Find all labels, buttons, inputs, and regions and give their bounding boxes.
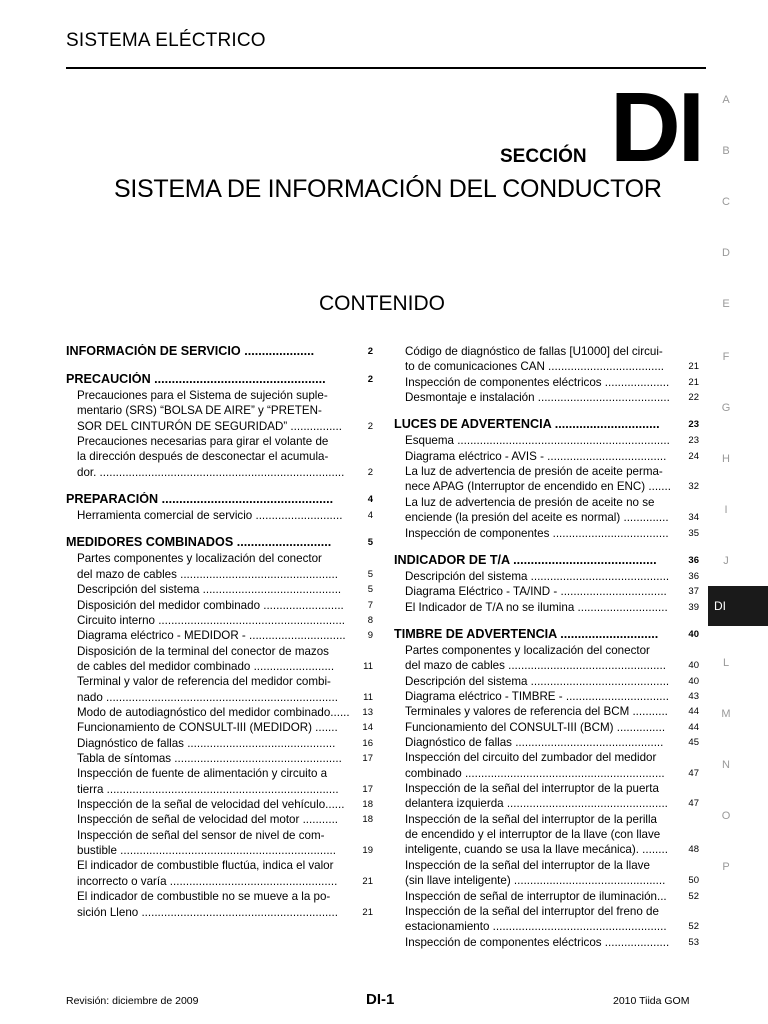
- toc-entry[interactable]: [394, 919, 699, 934]
- toc-page-number: 48: [687, 842, 699, 857]
- toc-entry-text: Inspección de la señal del interruptor de la puerta: [405, 782, 659, 796]
- toc-section-entry[interactable]: [66, 372, 373, 387]
- toc-entry[interactable]: [66, 613, 373, 628]
- toc-entry-text: Inspección de señal de velocidad del motor ...........: [77, 813, 339, 827]
- toc-entry: [66, 889, 373, 904]
- toc-entry[interactable]: [66, 419, 373, 434]
- toc-entry-text: Descripción del sistema ...........................................: [77, 583, 342, 597]
- seccion-label: SECCIÓN: [500, 146, 587, 167]
- active-section-tab[interactable]: DI: [708, 586, 768, 626]
- toc-page-number: 40: [687, 658, 699, 673]
- toc-page-number: 11: [362, 659, 373, 674]
- toc-entry-text: Desmontaje e instalación .........................................: [405, 391, 670, 405]
- toc-page-number: 17: [361, 751, 373, 766]
- toc-entry-text: combinado ..............................................................: [405, 766, 665, 780]
- toc-page-number: 8: [367, 613, 373, 628]
- toc-entry[interactable]: [66, 843, 373, 858]
- toc-page-number: 32: [687, 479, 699, 494]
- toc-entry-text: Tabla de síntomas ....................................................: [77, 752, 342, 765]
- toc-entry[interactable]: [394, 658, 699, 673]
- toc-entry[interactable]: [66, 905, 373, 920]
- toc-page-number: 23: [687, 417, 699, 432]
- toc-page-number: 7: [367, 598, 373, 613]
- toc-page-number: 18: [361, 812, 373, 827]
- toc-entry[interactable]: [394, 935, 699, 950]
- toc-entry-text: Terminales y valores de referencia del BCM ...........: [405, 705, 668, 719]
- toc-entry: [394, 781, 699, 796]
- toc-entry-text: Diagrama eléctrico - TIMBRE - ................................: [405, 689, 669, 703]
- toc-entry[interactable]: [394, 735, 699, 750]
- toc-entry-text: INFORMACIÓN DE SERVICIO ....................: [66, 344, 315, 358]
- toc-page-number: 24: [687, 449, 699, 464]
- toc-entry-text: Terminal y valor de referencia del medidor combi-: [77, 675, 331, 689]
- section-index-letter[interactable]: P: [722, 861, 730, 873]
- toc-entry[interactable]: [394, 510, 699, 525]
- toc-entry[interactable]: [394, 584, 699, 599]
- toc-entry-text: to de comunicaciones CAN ....................................: [405, 360, 665, 374]
- toc-right-column: [394, 344, 699, 964]
- toc-page-number: 19: [361, 843, 373, 858]
- toc-entry[interactable]: [394, 600, 699, 615]
- toc-page-number: 43: [687, 689, 699, 704]
- toc-page-number: 45: [687, 735, 699, 750]
- toc-page-number: 36: [687, 553, 699, 568]
- toc-page-number: 2: [367, 344, 373, 359]
- toc-entry[interactable]: [66, 598, 373, 613]
- toc-page-number: 2: [367, 372, 373, 387]
- toc-page-number: 52: [687, 919, 699, 934]
- toc-entry[interactable]: [66, 465, 373, 480]
- toc-entry-text: del mazo de cables .................................................: [77, 567, 338, 581]
- toc-entry: [66, 828, 373, 843]
- toc-page-number: 14: [361, 720, 373, 735]
- toc-entry: [66, 674, 373, 689]
- toc-entry-text: estacionamiento ......................................................: [405, 920, 667, 934]
- toc-entry-text: Disposición del medidor combinado .........................: [77, 598, 344, 612]
- toc-page-number: 9: [367, 628, 373, 643]
- toc-entry-text: TIMBRE DE ADVERTENCIA ............................: [394, 626, 659, 641]
- toc-page-number: 35: [687, 526, 699, 541]
- section-code: DI: [610, 72, 702, 182]
- toc-page-number: 22: [687, 390, 699, 405]
- toc-entry-text: Esquema ..................................................................: [405, 434, 670, 448]
- toc-entry-text: Inspección de la señal del interruptor del freno de: [405, 904, 659, 918]
- toc-page-number: 5: [367, 582, 373, 597]
- section-index-letter[interactable]: E: [722, 298, 730, 310]
- toc-entry: [394, 750, 699, 765]
- toc-entry-text: El Indicador de T/A no se ilumina ............................: [405, 600, 668, 614]
- toc-entry-text: Código de diagnóstico de fallas [U1000] del circui-: [405, 345, 663, 358]
- toc-page-number: 53: [687, 935, 699, 950]
- toc-entry-text: sición Lleno .............................................................: [77, 905, 338, 919]
- footer-model: 2010 Tiida GOM: [613, 995, 690, 1007]
- toc-entry-text: Inspección de componentes ....................................: [405, 526, 669, 540]
- toc-entry[interactable]: [394, 873, 699, 888]
- toc-entry[interactable]: [394, 766, 699, 781]
- toc-entry[interactable]: [394, 674, 699, 689]
- toc-entry[interactable]: [66, 690, 373, 705]
- toc-entry-text: Diagrama eléctrico - AVIS - .....................................: [405, 449, 667, 463]
- toc-entry-text: Descripción del sistema ...........................................: [405, 674, 670, 688]
- toc-entry-text: La luz de advertencia de presión de aceite no se: [405, 495, 655, 509]
- toc-entry-text: El indicador de combustible no se mueve a la po-: [77, 890, 331, 904]
- toc-entry-text: inteligente, cuando se usa la llave mecánica). ........: [405, 843, 668, 857]
- section-index-letter[interactable]: G: [721, 402, 731, 414]
- toc-entry-text: dor. ............................................................................: [77, 465, 345, 479]
- toc-entry-text: SOR DEL CINTURÓN DE SEGURIDAD” ................: [77, 419, 342, 433]
- toc-entry[interactable]: [394, 796, 699, 811]
- toc-entry-text: de encendido y el interruptor de la llave (con llave: [405, 828, 661, 842]
- toc-entry: [394, 827, 699, 842]
- toc-entry-text: Herramienta comercial de servicio ...........................: [77, 509, 343, 523]
- toc-entry[interactable]: [66, 567, 373, 582]
- toc-entry-text: Disposición de la terminal del conector de mazos: [77, 644, 329, 658]
- section-index-letter[interactable]: F: [722, 351, 730, 363]
- toc-entry[interactable]: [66, 628, 373, 643]
- toc-entry-text: la dirección después de desconectar el acumula-: [77, 450, 329, 464]
- toc-entry-text: Inspección de la señal del interruptor de la llave: [405, 858, 650, 872]
- toc-section-entry[interactable]: [66, 492, 373, 507]
- toc-entry-text: Funcionamiento de CONSULT-III (MEDIDOR) .......: [77, 721, 338, 735]
- toc-entry[interactable]: [394, 569, 699, 584]
- toc-entry: [66, 449, 373, 464]
- toc-entry: [394, 344, 699, 359]
- footer-revision: Revisión: diciembre de 2009: [66, 995, 199, 1007]
- toc-entry[interactable]: [394, 704, 699, 719]
- toc-entry-text: Precauciones para el Sistema de sujeción suple-: [77, 389, 328, 402]
- header-rule: [66, 67, 706, 69]
- toc-entry[interactable]: [66, 751, 373, 766]
- toc-page-number: 4: [367, 508, 373, 523]
- section-index-tabs: [716, 0, 736, 900]
- toc-entry-text: Inspección de componentes eléctricos ....................: [405, 935, 670, 949]
- toc-entry-text: Circuito interno ..........................................................: [77, 613, 346, 627]
- toc-page-number: 16: [361, 736, 373, 751]
- toc-entry: [394, 904, 699, 919]
- toc-section-entry[interactable]: [394, 627, 699, 642]
- section-index-letter[interactable]: M: [721, 708, 731, 720]
- toc-entry[interactable]: [66, 812, 373, 827]
- toc-entry[interactable]: [394, 689, 699, 704]
- toc-entry-text: Funcionamiento del CONSULT-III (BCM) ...............: [405, 720, 666, 734]
- section-index-letter[interactable]: I: [724, 504, 728, 516]
- toc-entry[interactable]: [66, 797, 373, 812]
- toc-entry[interactable]: [394, 842, 699, 857]
- toc-entry-text: delantera izquierda ..................................................: [405, 797, 668, 811]
- toc-entry[interactable]: [66, 720, 373, 735]
- toc-entry-text: INDICADOR DE T/A .........................................: [394, 552, 657, 567]
- toc-page-number: 47: [687, 766, 699, 781]
- toc-entry-text: Modo de autodiagnóstico del medidor combinado......: [77, 705, 350, 719]
- toc-entry-text: nado ........................................................................: [77, 690, 338, 704]
- toc-entry-text: tierra ........................................................................: [77, 782, 339, 796]
- toc-entry[interactable]: [394, 359, 699, 374]
- toc-page-number: 5: [367, 567, 373, 582]
- toc-entry-text: Partes componentes y localización del conector: [405, 643, 650, 657]
- toc-page-number: 11: [362, 690, 373, 705]
- toc-entry[interactable]: [394, 479, 699, 494]
- toc-page-number: 21: [361, 905, 373, 920]
- section-index-letter[interactable]: O: [721, 810, 731, 822]
- toc-entry[interactable]: [394, 375, 699, 390]
- toc-page-number: 2: [367, 419, 373, 434]
- toc-page-number: 47: [687, 796, 699, 811]
- toc-entry: [66, 644, 373, 659]
- toc-entry-text: enciende (la presión del aceite es normal) ..............: [405, 511, 669, 525]
- toc-entry: [66, 403, 373, 418]
- toc-entry-text: MEDIDORES COMBINADOS ...........................: [66, 535, 332, 550]
- section-index-letter[interactable]: H: [722, 453, 730, 465]
- toc-entry[interactable]: [66, 736, 373, 751]
- toc-entry[interactable]: [66, 705, 373, 720]
- toc-entry[interactable]: [66, 659, 373, 674]
- toc-section-entry[interactable]: [66, 535, 373, 550]
- section-index-letter[interactable]: B: [722, 145, 730, 157]
- toc-entry: [66, 858, 373, 873]
- toc-entry: [66, 434, 373, 449]
- section-index-letter[interactable]: J: [723, 555, 729, 567]
- toc-entry-text: mentario (SRS) “BOLSA DE AIRE” y “PRETEN-: [77, 404, 322, 418]
- toc-entry: [66, 388, 373, 403]
- toc-page-number: 18: [361, 797, 373, 812]
- toc-entry-text: nece APAG (Interruptor de encendido en ENC) .......: [405, 480, 671, 494]
- toc-page-number: 2: [367, 465, 373, 480]
- section-index-letter[interactable]: L: [722, 657, 730, 669]
- toc-entry-text: Diagrama eléctrico - MEDIDOR - ..............................: [77, 629, 346, 643]
- toc-entry-text: Inspección de la señal del interruptor de la perilla: [405, 812, 657, 826]
- toc-entry: [66, 551, 373, 566]
- toc-entry: [394, 464, 699, 479]
- toc-page-number: 39: [687, 600, 699, 615]
- toc-entry-text: Inspección de fuente de alimentación y circuito a: [77, 767, 328, 781]
- toc-entry: [394, 643, 699, 658]
- toc-entry-text: incorrecto o varía ....................................................: [77, 874, 338, 888]
- toc-section-entry[interactable]: [394, 553, 699, 568]
- toc-entry[interactable]: [66, 782, 373, 797]
- section-index-letter[interactable]: C: [722, 196, 730, 208]
- toc-entry[interactable]: [66, 582, 373, 597]
- toc-page-number: 52: [687, 889, 699, 904]
- toc-entry-text: PRECAUCIÓN .................................................: [66, 372, 326, 386]
- toc-entry: [394, 812, 699, 827]
- toc-entry[interactable]: [394, 390, 699, 405]
- toc-page-number: 34: [687, 510, 699, 525]
- toc-entry-text: El indicador de combustible fluctúa, indica el valor: [77, 859, 334, 873]
- toc-entry: [394, 858, 699, 873]
- toc-entry-text: La luz de advertencia de presión de aceite perma-: [405, 465, 663, 479]
- toc-entry-text: del mazo de cables .................................................: [405, 659, 666, 673]
- toc-page-number: 13: [361, 705, 373, 720]
- toc-page-number: 37: [687, 584, 699, 599]
- toc-entry-text: Inspección de la señal de velocidad del vehículo......: [77, 798, 345, 812]
- toc-entry-text: bustible ...................................................................: [77, 844, 336, 858]
- toc-entry[interactable]: [394, 526, 699, 541]
- toc-entry: [66, 766, 373, 781]
- section-title: SISTEMA DE INFORMACIÓN DEL CONDUCTOR: [114, 175, 662, 203]
- toc-entry[interactable]: [394, 449, 699, 464]
- toc-section-entry[interactable]: [66, 344, 373, 359]
- toc-entry-text: LUCES DE ADVERTENCIA ..............................: [394, 417, 660, 432]
- section-index-letter[interactable]: D: [722, 247, 730, 259]
- toc-page-number: 40: [687, 674, 699, 689]
- toc-page-number: 40: [687, 627, 699, 642]
- toc-entry-text: Inspección de señal de interruptor de iluminación...: [405, 889, 667, 903]
- toc-page-number: 5: [367, 535, 373, 550]
- toc-page-number: 21: [687, 359, 699, 374]
- toc-page-number: 21: [687, 375, 699, 390]
- section-index-letter[interactable]: N: [722, 759, 730, 771]
- toc-entry: [394, 495, 699, 510]
- toc-entry-text: PREPARACIÓN .................................................: [66, 492, 334, 507]
- toc-page-number: 36: [687, 569, 699, 584]
- toc-entry-text: Precauciones necesarias para girar el volante de: [77, 435, 329, 449]
- toc-entry-text: Inspección de señal del sensor de nivel de com-: [77, 828, 325, 842]
- toc-entry-text: Diagrama Eléctrico - TA/IND - .................................: [405, 585, 667, 599]
- toc-entry-text: Descripción del sistema ...........................................: [405, 569, 670, 583]
- toc-left-column: [66, 344, 373, 944]
- toc-entry-text: Inspección del circuito del zumbador del medidor: [405, 751, 657, 765]
- section-index-letter[interactable]: A: [722, 94, 730, 106]
- toc-entry[interactable]: [66, 508, 373, 523]
- toc-entry-text: de cables del medidor combinado .........................: [77, 659, 335, 673]
- toc-page-number: 50: [687, 873, 699, 888]
- footer-page-number: DI-1: [366, 991, 395, 1008]
- contents-heading: CONTENIDO: [319, 292, 445, 315]
- toc-entry-text: Diagnóstico de fallas ..............................................: [77, 736, 336, 750]
- toc-entry[interactable]: [394, 720, 699, 735]
- document-header-title: SISTEMA ELÉCTRICO: [66, 30, 266, 51]
- toc-section-entry[interactable]: [394, 417, 699, 432]
- toc-entry[interactable]: [394, 433, 699, 448]
- toc-entry-text: (sin llave inteligente) ...............................................: [405, 874, 666, 888]
- toc-entry[interactable]: [394, 889, 699, 904]
- toc-entry[interactable]: [66, 874, 373, 889]
- toc-page-number: 4: [367, 492, 373, 507]
- toc-page-number: 44: [687, 704, 699, 719]
- toc-entry-text: Inspección de componentes eléctricos ....................: [405, 375, 670, 389]
- toc-page-number: 17: [361, 782, 373, 797]
- toc-page-number: 21: [361, 874, 373, 889]
- toc-entry-text: Diagnóstico de fallas ..............................................: [405, 736, 664, 749]
- toc-page-number: 44: [687, 720, 699, 735]
- toc-entry-text: Partes componentes y localización del conector: [77, 552, 322, 566]
- toc-page-number: 23: [687, 433, 699, 448]
